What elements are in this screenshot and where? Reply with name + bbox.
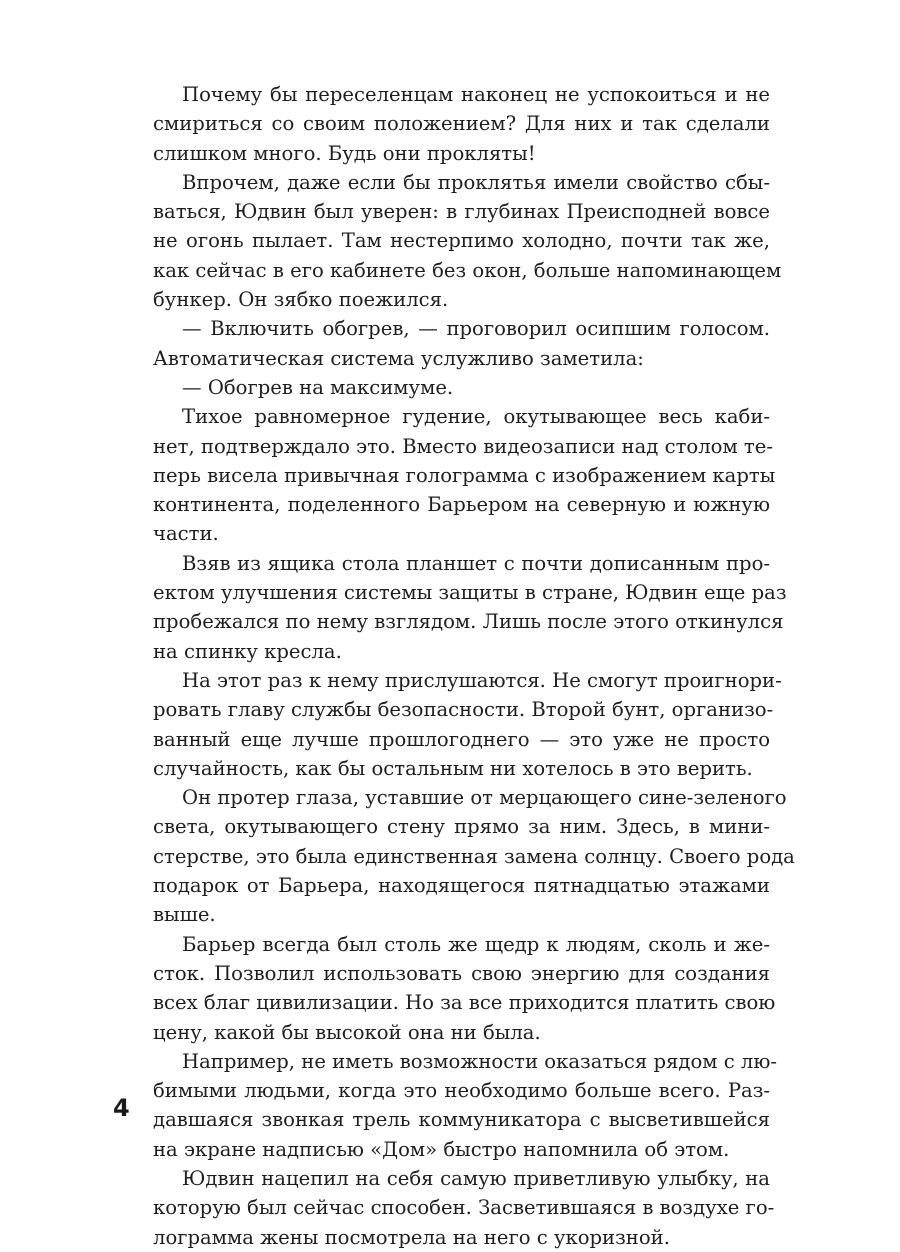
text-line: континента, поделенного Барьером на северную и южную [153, 493, 770, 517]
text-line: всех благ цивилизации. Но за все приходится платить свою [153, 991, 776, 1015]
text-line: части. [153, 522, 219, 546]
text-line: подарок от Барьера, находящегося пятнадцатью этажами [153, 874, 770, 898]
text-line: ровать главу службы безопасности. Второй бунт, организо- [153, 698, 774, 722]
text-line: нет, подтверждало это. Вместо видеозаписи над столом те- [153, 434, 773, 458]
text-line: Почему бы переселенцам наконец не успокоиться и не [182, 83, 770, 106]
text-line: не огонь пылает. Там нестерпимо холодно, почти так же, [153, 229, 770, 253]
text-line: ваться, Юдвин был уверен: в глубинах Преисподней вовсе [153, 200, 770, 224]
text-line: перь висела привычная голограмма с изображением карты [153, 463, 776, 487]
text-line: ектом улучшения системы защиты в стране, Юдвин еще раз [153, 581, 787, 605]
text-line: Тихое равномерное гудение, окутывающее весь каби- [182, 405, 770, 429]
text-line: — Включить обогрев, — проговорил осипшим голосом. [182, 317, 770, 341]
text-line: слишком много. Будь они прокляты! [153, 141, 536, 165]
text-line: На этот раз к нему прислушаются. Не смогут проигнори- [182, 668, 782, 692]
text-line: как сейчас в его кабинете без окон, больше напоминающем [153, 258, 782, 282]
text-line: бимыми людьми, когда это необходимо больше всего. Раз- [153, 1079, 770, 1103]
text-line: Например, не иметь возможности оказаться рядом с лю- [182, 1049, 778, 1073]
text-line: давшаяся звонкая трель коммуникатора с высветившейся [153, 1108, 770, 1132]
text-line: Барьер всегда был столь же щедр к людям, сколь и же- [182, 932, 770, 956]
text-line: ванный еще лучше прошлогоднего — это уже не просто [153, 727, 770, 751]
text-line: которую был сейчас способен. Засветившаяся в воздухе го- [153, 1196, 775, 1220]
text-line: — Обогрев на максимуме. [182, 375, 454, 399]
text-line: пробежался по нему взглядом. Лишь после этого откинулся [153, 610, 784, 634]
text-line: Взяв из ящика стола планшет с почти дописанным про- [182, 551, 770, 575]
text-line: цену, какой бы высокой она ни была. [153, 1020, 541, 1044]
text-line: лограмма жены посмотрела на него с укоризной. [153, 1225, 670, 1249]
text-line: смириться со своим положением? Для них и так сделали [153, 112, 770, 136]
text-line: света, окутывающего стену прямо за ним. Здесь, в мини- [153, 815, 770, 839]
text-line: Автоматическая система услужливо заметила: [153, 346, 644, 370]
text-line: Юдвин нацепил на себя самую приветливую улыбку, на [182, 1166, 770, 1190]
text-line: на спинку кресла. [153, 639, 342, 663]
page-number: 4 [113, 1094, 130, 1122]
body-text [153, 80, 795, 1252]
text-line: сток. Позволил использовать свою энергию для создания [153, 961, 770, 985]
text-line: случайность, как бы остальным ни хотелось в это верить. [153, 756, 753, 780]
text-line: на экране надписью «Дом» быстро напомнила об этом. [153, 1137, 730, 1161]
text-line: Он протер глаза, уставшие от мерцающего сине-зеленого [182, 786, 787, 810]
text-line: стерстве, это была единственная замена солнцу. Своего рода [153, 844, 795, 868]
text-line: бункер. Он зябко поежился. [153, 288, 449, 312]
text-line: Впрочем, даже если бы проклятья имели свойство сбы- [182, 170, 770, 194]
text-line: выше. [153, 903, 216, 927]
